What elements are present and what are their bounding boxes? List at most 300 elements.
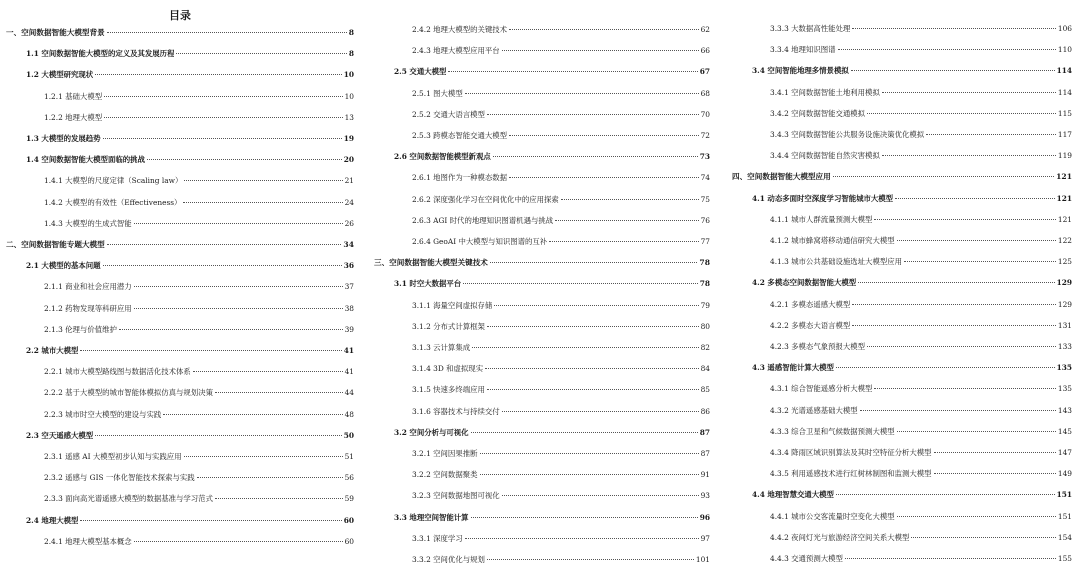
toc-entry-title: 4.1 动态多面时空深度学习智能城市大模型: [752, 193, 894, 203]
toc-entry-title: 3.3.3 大数据高性能处理: [770, 24, 851, 33]
toc-entry-title: 2.6.2 深度强化学习在空间优化中的应用探索: [412, 194, 559, 204]
toc-entry-title: 2.4.3 地理大模型应用平台: [412, 46, 500, 56]
toc-entry-page: 131: [1057, 320, 1072, 330]
toc-entry-page: 73: [699, 152, 710, 162]
toc-entry-page: 38: [344, 303, 354, 313]
toc-entry[interactable]: [770, 255, 1072, 268]
dot-leader: [184, 456, 343, 457]
toc-entry-title: 2.5.2 交通大语言模型: [412, 109, 485, 119]
toc-entry-page: 149: [1057, 469, 1072, 479]
toc-entry-title: 2.6.4 GeoAI 中大模型与知识图谱的互补: [412, 237, 548, 246]
dot-leader: [80, 350, 341, 351]
dot-leader: [874, 388, 1055, 389]
toc-entry-page: 48: [344, 409, 354, 419]
dot-leader: [103, 138, 342, 139]
toc-entry[interactable]: [412, 447, 710, 460]
toc-entry-title: 3.4.3 空间数据智能公共服务设施决策优化模拟: [770, 130, 925, 139]
toc-entry-title: 3.3.4 地理知识图谱: [770, 45, 836, 55]
toc-entry-page: 151: [1056, 490, 1072, 500]
toc-entry-page: 85: [700, 385, 710, 395]
toc-entry[interactable]: [26, 47, 354, 60]
toc-entry-title: 2.5.1 图大模型: [412, 88, 463, 98]
toc-entry-title: 四、空间数据智能大模型应用: [732, 172, 831, 182]
toc-entry-page: 87: [700, 449, 710, 458]
toc-entry-page: 68: [700, 88, 710, 98]
toc-entry[interactable]: [44, 217, 354, 230]
toc-entry-title: 2.3.1 遥感 AI 大模型初步认知与实践应用: [44, 452, 182, 461]
toc-entry-title: 2.4.1 地理大模型基本概念: [44, 536, 132, 546]
toc-entry-page: 117: [1057, 130, 1072, 139]
dot-leader: [134, 308, 343, 309]
toc-entry[interactable]: [44, 408, 354, 421]
toc-entry[interactable]: [770, 467, 1072, 480]
dot-leader: [103, 265, 342, 266]
toc-entry-title: 2.1.1 商业和社会应用潜力: [44, 282, 132, 292]
toc-entry-page: 80: [700, 321, 710, 331]
toc-entry-page: 10: [344, 91, 354, 101]
toc-entry[interactable]: [770, 446, 1072, 459]
toc-entry-page: 145: [1057, 426, 1072, 436]
toc-entry-title: 2.6 空间数据智能模型新观点: [394, 152, 491, 162]
toc-entry-page: 60: [343, 515, 354, 525]
dot-leader: [836, 494, 1055, 495]
toc-entry-title: 2.3.2 遥感与 GIS 一体化智能技术探索与实践: [44, 473, 195, 483]
toc-entry-page: 62: [700, 25, 710, 34]
toc-entry[interactable]: [412, 171, 710, 184]
dot-leader: [897, 431, 1056, 432]
toc-entry-title: 2.3 空天遥感大模型: [26, 430, 94, 440]
toc-entry-title: 2.6.1 地图作为一种模态数据: [412, 173, 508, 183]
toc-entry-page: 56: [344, 473, 354, 483]
toc-entry-page: 155: [1057, 554, 1072, 563]
toc-entry-page: 82: [700, 343, 710, 352]
dot-leader: [874, 219, 1055, 220]
toc-entry-title: 2.2.3 城市时空大模型的建设与实践: [44, 409, 162, 419]
toc-entry-page: 59: [344, 494, 354, 504]
dot-leader: [845, 558, 1056, 559]
dot-leader: [147, 159, 342, 160]
toc-entry[interactable]: [412, 214, 710, 227]
toc-entry-page: 51: [344, 452, 354, 461]
toc-entry-title: 2.1 大模型的基本问题: [26, 261, 101, 271]
toc-entry[interactable]: [752, 361, 1072, 374]
toc-entry-title: 3.3 地理空间智能计算: [394, 512, 469, 522]
dot-leader: [860, 410, 1056, 411]
toc-entry[interactable]: [412, 405, 710, 418]
toc-entry-title: 4.3.1 综合智能遥感分析大模型: [770, 384, 873, 394]
toc-entry-title: 3.1.3 云计算集成: [412, 343, 471, 352]
toc-entry-title: 1.2 大模型研究现状: [26, 70, 94, 80]
toc-entry[interactable]: [412, 193, 710, 206]
toc-entry-page: 106: [1057, 24, 1072, 33]
dot-leader: [493, 156, 698, 157]
toc-entry-page: 129: [1057, 299, 1072, 309]
toc-entry[interactable]: [412, 553, 710, 566]
toc-entry-title: 4.2 多模态空间数据智能大模型: [752, 278, 857, 288]
toc-entry[interactable]: [374, 256, 710, 269]
toc-entry[interactable]: [6, 26, 354, 39]
toc-entry-title: 4.4.3 交通预测大模型: [770, 554, 843, 563]
dot-leader: [176, 53, 346, 54]
toc-entry-page: 72: [700, 131, 710, 140]
toc-entry[interactable]: [44, 90, 354, 103]
dot-leader: [480, 474, 699, 475]
toc-entry-title: 2.2.2 基于大模型的城市智能体模拟仿真与规划决策: [44, 388, 213, 398]
toc-entry-title: 3.3.2 空间优化与规划: [412, 555, 485, 564]
toc-entry-page: 151: [1057, 511, 1072, 521]
dot-leader: [895, 198, 1054, 199]
toc-entry[interactable]: [412, 235, 710, 248]
toc-entry[interactable]: [26, 344, 354, 357]
dot-leader: [882, 92, 1056, 93]
toc-entry[interactable]: [412, 362, 710, 375]
toc-entry-page: 20: [343, 155, 354, 165]
toc-entry-title: 3.1 时空大数据平台: [394, 279, 462, 289]
toc-entry[interactable]: [770, 552, 1072, 565]
toc-entry[interactable]: [412, 532, 710, 545]
toc-entry[interactable]: [44, 174, 354, 187]
dot-leader: [926, 134, 1056, 135]
toc-entry[interactable]: [412, 87, 710, 100]
toc-entry[interactable]: [44, 492, 354, 505]
toc-entry-title: 二、空间数据智能专题大模型: [6, 240, 105, 249]
toc-entry-title: 3.4.4 空间数据智能自然灾害模拟: [770, 151, 880, 161]
toc-entry[interactable]: [412, 320, 710, 333]
dot-leader: [107, 32, 347, 33]
toc-entry[interactable]: [394, 65, 710, 78]
toc-entry-page: 121: [1056, 193, 1072, 203]
toc-entry-title: 2.2.1 城市大模型路线图与数据活化技术体系: [44, 367, 191, 377]
toc-entry-page: 101: [695, 555, 710, 564]
toc-entry[interactable]: [770, 340, 1072, 353]
toc-entry[interactable]: [770, 319, 1072, 332]
toc-entry-page: 34: [343, 240, 354, 249]
toc-entry[interactable]: [770, 234, 1072, 247]
toc-entry-title: 3.1.5 快速多终端应用: [412, 385, 485, 395]
toc-entry-page: 97: [700, 533, 710, 543]
dot-leader: [833, 176, 1054, 177]
dot-leader: [471, 432, 698, 433]
dot-leader: [472, 347, 698, 348]
toc-entry-title: 1.2.2 地理大模型: [44, 112, 103, 122]
dot-leader: [193, 371, 343, 372]
toc-entry-title: 4.2.3 多模态气象预报大模型: [770, 342, 866, 351]
dot-leader: [104, 96, 342, 97]
toc-entry-page: 78: [699, 258, 710, 268]
toc-entry-page: 77: [700, 237, 710, 246]
toc-entry-page: 74: [700, 173, 710, 183]
toc-entry-page: 121: [1056, 172, 1072, 182]
toc-entry-page: 26: [344, 218, 354, 228]
dot-leader: [897, 240, 1056, 241]
toc-entry-page: 13: [344, 112, 354, 122]
dot-leader: [858, 282, 1054, 283]
dot-leader: [487, 559, 694, 560]
toc-entry-page: 70: [700, 109, 710, 119]
toc-entry[interactable]: [770, 382, 1072, 395]
toc-entry-title: 1.3 大模型的发展趋势: [26, 134, 101, 143]
toc-entry[interactable]: [412, 44, 710, 57]
toc-entry-title: 2.5 交通大模型: [394, 67, 447, 77]
dot-leader: [838, 49, 1056, 50]
toc-entry-title: 3.3.1 深度学习: [412, 533, 463, 543]
toc-entry-page: 121: [1057, 214, 1072, 224]
toc-entry[interactable]: [44, 386, 354, 399]
toc-entry-page: 87: [699, 427, 710, 437]
toc-entry[interactable]: [770, 213, 1072, 226]
dot-leader: [463, 283, 698, 284]
toc-entry-page: 78: [699, 279, 710, 289]
toc-entry[interactable]: [44, 323, 354, 336]
toc-entry-title: 一、空间数据智能大模型背景: [6, 28, 105, 37]
toc-title: 目录: [169, 9, 191, 22]
toc-entry-page: 96: [699, 512, 710, 522]
toc-entry-page: 75: [700, 194, 710, 204]
toc-entry[interactable]: [770, 22, 1072, 35]
toc-entry-title: 2.3.3 面向高光谱遥感大模型的数据基准与学习范式: [44, 494, 213, 504]
toc-entry[interactable]: [770, 531, 1072, 544]
toc-entry-title: 3.1.2 分布式计算框架: [412, 321, 485, 331]
dot-leader: [487, 326, 699, 327]
toc-entry[interactable]: [770, 43, 1072, 56]
dot-leader: [134, 223, 343, 224]
toc-entry-page: 41: [344, 367, 354, 377]
dot-leader: [95, 74, 342, 75]
dot-leader: [134, 286, 343, 287]
dot-leader: [494, 305, 698, 306]
toc-entry-page: 8: [348, 28, 354, 37]
dot-leader: [80, 520, 341, 521]
toc-entry-title: 4.3.2 光谱遥感基础大模型: [770, 405, 858, 415]
dot-leader: [134, 541, 343, 542]
toc-entry-title: 4.2.2 多模态大语言模型: [770, 320, 851, 330]
dot-leader: [502, 411, 699, 412]
toc-entry[interactable]: [26, 259, 354, 272]
toc-entry[interactable]: [26, 429, 354, 442]
toc-entry[interactable]: [44, 450, 354, 463]
dot-leader: [448, 71, 697, 72]
toc-entry-title: 4.3.4 降雨区域识别算法及其时空特征分析大模型: [770, 448, 932, 457]
toc-entry-page: 119: [1057, 151, 1072, 161]
dot-leader: [851, 70, 1055, 71]
toc-entry-title: 4.4.2 夜间灯光与旅游经济空间关系大模型: [770, 532, 910, 542]
dot-leader: [490, 262, 698, 263]
toc-entry-title: 2.1.2 药物发现等科研应用: [44, 303, 132, 313]
toc-entry[interactable]: [44, 280, 354, 293]
toc-entry[interactable]: [732, 170, 1072, 183]
toc-entry[interactable]: [770, 86, 1072, 99]
toc-entry[interactable]: [412, 23, 710, 36]
toc-entry[interactable]: [26, 514, 354, 527]
dot-leader: [485, 368, 699, 369]
dot-leader: [184, 180, 342, 181]
toc-entry[interactable]: [26, 68, 354, 81]
toc-entry-title: 2.4 地理大模型: [26, 515, 79, 525]
dot-leader: [487, 389, 699, 390]
toc-entry[interactable]: [44, 365, 354, 378]
toc-entry-title: 4.1.1 城市人群流量预测大模型: [770, 214, 873, 224]
toc-entry-page: 110: [1057, 45, 1072, 55]
toc-entry-title: 4.4 地理智慧交通大模型: [752, 490, 834, 500]
dot-leader: [465, 93, 699, 94]
toc-entry-page: 44: [344, 388, 354, 398]
toc-entry[interactable]: [770, 128, 1072, 141]
toc-entry[interactable]: [44, 111, 354, 124]
toc-entry[interactable]: [412, 299, 710, 312]
toc-entry-title: 2.4.2 地理大模型的关键技术: [412, 25, 508, 34]
toc-entry-page: 36: [343, 261, 354, 271]
dot-leader: [104, 117, 342, 118]
toc-entry-page: 133: [1057, 342, 1072, 351]
toc-entry-page: 79: [700, 300, 710, 310]
toc-entry[interactable]: [412, 468, 710, 481]
dot-leader: [882, 155, 1056, 156]
toc-entry[interactable]: [394, 511, 710, 524]
toc-entry-page: 21: [344, 176, 354, 186]
toc-entry-title: 3.1.6 容器技术与持续交付: [412, 406, 500, 416]
toc-entry-page: 66: [700, 46, 710, 56]
dot-leader: [934, 452, 1056, 453]
dot-leader: [509, 29, 699, 30]
toc-entry[interactable]: [26, 132, 354, 145]
toc-entry[interactable]: [412, 341, 710, 354]
toc-entry-title: 3.2.3 空间数据地图可视化: [412, 491, 500, 501]
toc-entry-title: 2.5.3 跨模态智能交通大模型: [412, 131, 508, 140]
toc-entry-page: 50: [343, 430, 354, 440]
dot-leader: [867, 113, 1056, 114]
toc-entry[interactable]: [770, 425, 1072, 438]
toc-entry[interactable]: [44, 471, 354, 484]
toc-entry[interactable]: [44, 535, 354, 548]
toc-entry-page: 135: [1057, 384, 1072, 394]
toc-entry[interactable]: [752, 488, 1072, 501]
toc-entry[interactable]: [412, 383, 710, 396]
dot-leader: [549, 241, 698, 242]
toc-entry-title: 1.4.1 大模型的尺度定律（Scaling law）: [44, 176, 183, 186]
toc-entry[interactable]: [770, 107, 1072, 120]
dot-leader: [555, 220, 698, 221]
toc-entry[interactable]: [770, 510, 1072, 523]
toc-entry[interactable]: [44, 196, 354, 209]
toc-entry-page: 143: [1057, 405, 1072, 415]
dot-leader: [163, 414, 342, 415]
dot-leader: [197, 477, 343, 478]
toc-entry[interactable]: [412, 108, 710, 121]
toc-entry-title: 3.2 空间分析与可视化: [394, 427, 469, 437]
toc-entry-title: 3.2.2 空间数据聚类: [412, 470, 478, 480]
toc-entry-page: 19: [343, 134, 354, 143]
dot-leader: [95, 435, 342, 436]
toc-entry-title: 3.4.2 空间数据智能交通模拟: [770, 108, 866, 118]
toc-entry[interactable]: [394, 150, 710, 163]
toc-entry[interactable]: [6, 238, 354, 251]
dot-leader: [897, 516, 1056, 517]
toc-entry-title: 3.1.1 海量空间虚拟存储: [412, 300, 493, 310]
toc-entry-title: 4.3 遥感智能计算大模型: [752, 363, 834, 373]
toc-entry-title: 3.4 空间智能地理多情景模拟: [752, 66, 849, 76]
toc-entry-title: 1.4 空间数据智能大模型面临的挑战: [26, 155, 145, 165]
dot-leader: [465, 538, 699, 539]
toc-entry-page: 114: [1057, 87, 1072, 97]
dot-leader: [183, 202, 342, 203]
toc-entry[interactable]: [394, 426, 710, 439]
toc-entry-page: 122: [1057, 236, 1072, 245]
toc-entry-page: 86: [700, 406, 710, 416]
dot-leader: [509, 135, 699, 136]
toc-entry-page: 76: [700, 215, 710, 225]
dot-leader: [119, 329, 343, 330]
toc-entry-title: 1.4.3 大模型的生成式智能: [44, 218, 132, 228]
toc-entry-page: 37: [344, 282, 354, 292]
toc-entry-page: 129: [1056, 278, 1072, 288]
toc-entry-page: 115: [1057, 108, 1072, 118]
toc-entry-title: 2.6.3 AGI 时代的地理知识图谱机遇与挑战: [412, 215, 554, 225]
toc-entry[interactable]: [770, 404, 1072, 417]
dot-leader: [215, 498, 343, 499]
toc-entry[interactable]: [752, 276, 1072, 289]
toc-entry[interactable]: [752, 64, 1072, 77]
dot-leader: [934, 473, 1056, 474]
dot-leader: [904, 261, 1056, 262]
toc-entry-title: 2.1.3 伦理与价值维护: [44, 324, 117, 334]
toc-entry-page: 8: [348, 49, 354, 59]
toc-entry-title: 1.1 空间数据智能大模型的定义及其发展历程: [26, 49, 175, 59]
toc-entry-title: 4.1.3 城市公共基础设施选址大模型应用: [770, 257, 903, 267]
dot-leader: [215, 392, 343, 393]
toc-entry-page: 147: [1057, 448, 1072, 457]
toc-entry-title: 4.3.5 利用遥感技术进行红树林制图和监测大模型: [770, 469, 932, 479]
dot-leader: [852, 28, 1056, 29]
toc-entry[interactable]: [412, 129, 710, 142]
toc-entry-title: 4.1.2 城市蜂窝塔移动通信研究大模型: [770, 236, 895, 245]
dot-leader: [836, 367, 1055, 368]
dot-leader: [480, 453, 699, 454]
toc-entry-title: 1.4.2 大模型的有效性（Effectiveness）: [44, 197, 182, 207]
dot-leader: [911, 537, 1055, 538]
toc-entry-page: 114: [1056, 66, 1072, 76]
toc-entry-title: 4.3.3 综合卫星和气候数据预测大模型: [770, 426, 895, 436]
dot-leader: [502, 50, 699, 51]
toc-entry[interactable]: [412, 489, 710, 502]
dot-leader: [867, 346, 1056, 347]
toc-entry[interactable]: [770, 149, 1072, 162]
toc-entry[interactable]: [752, 192, 1072, 205]
dot-leader: [107, 244, 342, 245]
toc-entry-title: 3.1.4 3D 和虚拟现实: [412, 364, 484, 374]
toc-entry-title: 1.2.1 基础大模型: [44, 91, 103, 101]
toc-entry[interactable]: [44, 302, 354, 315]
toc-entry[interactable]: [26, 153, 354, 166]
toc-entry-title: 三、空间数据智能大模型关键技术: [374, 258, 488, 268]
toc-entry-page: 84: [700, 364, 710, 374]
dot-leader: [852, 304, 1056, 305]
dot-leader: [852, 325, 1056, 326]
toc-entry-page: 10: [343, 70, 354, 80]
toc-entry[interactable]: [394, 277, 710, 290]
toc-entry[interactable]: [770, 298, 1072, 311]
toc-entry-page: 125: [1057, 257, 1072, 267]
toc-entry-page: 39: [344, 324, 354, 334]
toc-entry-title: 3.2.1 空间因果推断: [412, 449, 478, 458]
toc-entry-title: 4.4.1 城市公交客流量时空变化大模型: [770, 511, 895, 521]
toc-entry-page: 60: [344, 536, 354, 546]
toc-entry-page: 135: [1056, 363, 1072, 373]
dot-leader: [509, 177, 699, 178]
toc-entry-page: 93: [700, 491, 710, 501]
toc-entry-page: 67: [699, 67, 710, 77]
dot-leader: [561, 199, 699, 200]
toc-entry-title: 3.4.1 空间数据智能土地利用模拟: [770, 87, 880, 97]
